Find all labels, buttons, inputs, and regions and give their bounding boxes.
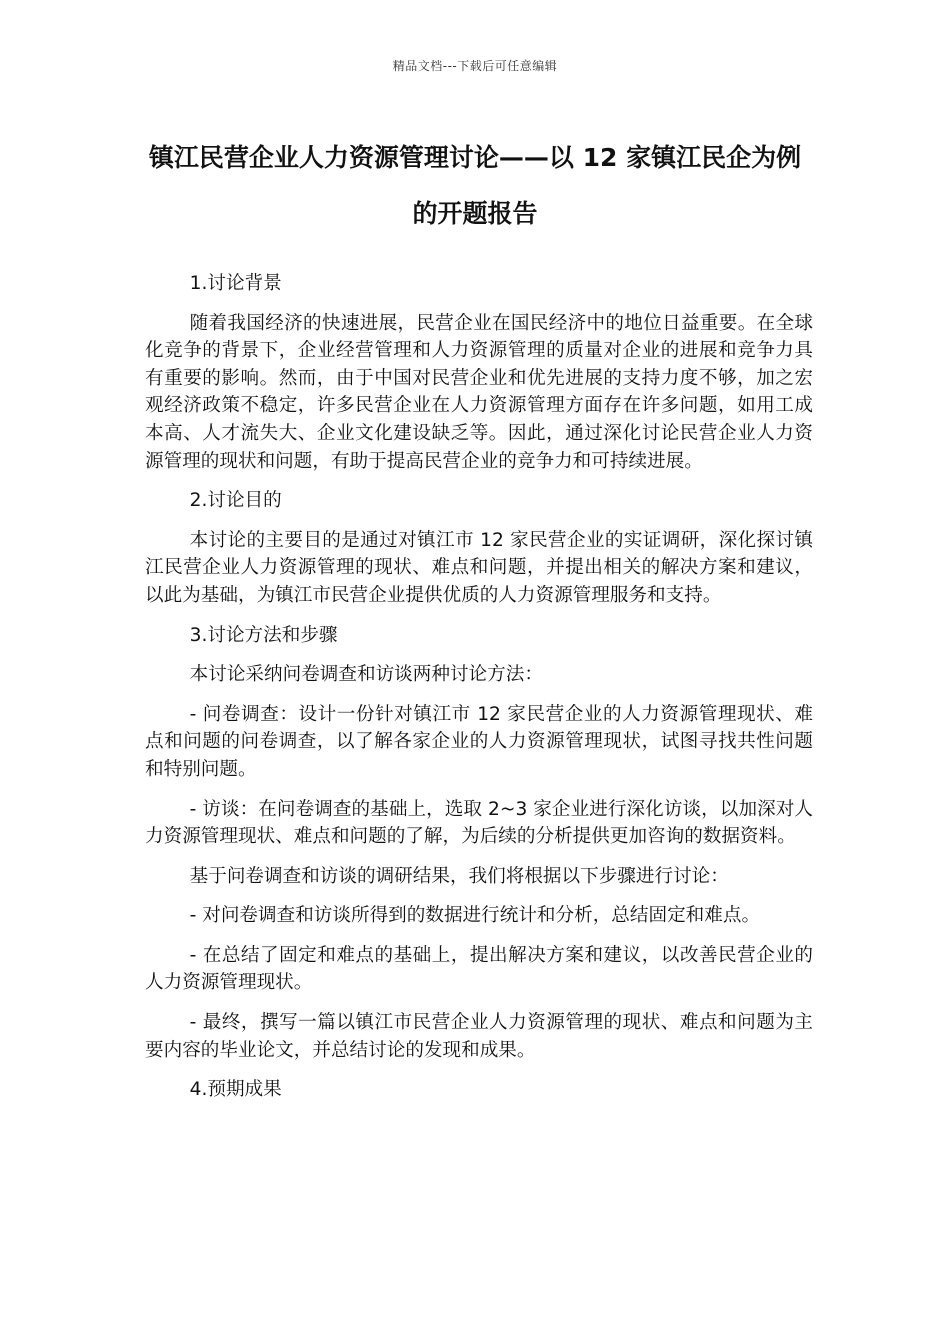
paragraph-step-analysis: - 对问卷调查和访谈所得到的数据进行统计和分析，总结固定和难点。 <box>189 905 761 927</box>
paragraph-purpose: 本讨论的主要目的是通过对镇江市 12 家民营企业的实证调研，深化探讨镇江民营企业人力资源管理的现状、难点和问题，并提出相关的解决方案和建议，以此为基础，为镇江市民营企业提供优质的人力资源管理服务和支持。 <box>145 529 813 606</box>
paragraph-background: 随着我国经济的快速进展，民营企业在国民经济中的地位日益重要。在全球化竞争的背景下，企业经营管理和人力资源管理的质量对企业的进展和竞争力具有重要的影响。然而，由于中国对民营企业和优先进展的支持力度不够，加之宏观经济政策不稳定，许多民营企业在人力资源管理方面存在许多问题，如用工成本高、人才流失大、企业文化建设缺乏等。因此，通过深化讨论民营企业人力资源管理的现状和问题，有助于提高民营企业的竞争力和可持续进展。 <box>145 312 813 472</box>
section-heading-expected-results: 4.预期成果 <box>189 1079 282 1101</box>
paragraph-method-survey: - 问卷调查：设计一份针对镇江市 12 家民营企业的人力资源管理现状、难点和问题的问卷调查，以了解各家企业的人力资源管理现状，试图寻找共性问题和特别问题。 <box>145 703 813 780</box>
paragraph-methods-intro: 本讨论采纳问卷调查和访谈两种讨论方法： <box>189 664 543 686</box>
page-header: 精品文档---下载后可任意编辑 <box>392 59 558 73</box>
document-title: 镇江民营企业人力资源管理讨论——以 12 家镇江民企为例的开题报告 <box>148 143 802 228</box>
paragraph-step-thesis: - 最终，撰写一篇以镇江市民营企业人力资源管理的现状、难点和问题为主要内容的毕业论文，并总结讨论的发现和成果。 <box>145 1012 813 1061</box>
document-body <box>145 270 813 1116</box>
paragraph-steps-intro: 基于问卷调查和访谈的调研结果，我们将根据以下步骤进行讨论： <box>189 865 729 887</box>
section-heading-purpose: 2.讨论目的 <box>189 490 282 512</box>
section-heading-methods: 3.讨论方法和步骤 <box>189 624 338 646</box>
section-heading-background: 1.讨论背景 <box>189 273 282 294</box>
paragraph-method-interview: - 访谈：在问卷调查的基础上，选取 2~3 家企业进行深化访谈，以加深对人力资源管理现状、难点和问题的了解，为后续的分析提供更加咨询的数据资料。 <box>145 798 813 848</box>
paragraph-step-solutions: - 在总结了固定和难点的基础上，提出解决方案和建议，以改善民营企业的人力资源管理现状。 <box>145 944 813 994</box>
